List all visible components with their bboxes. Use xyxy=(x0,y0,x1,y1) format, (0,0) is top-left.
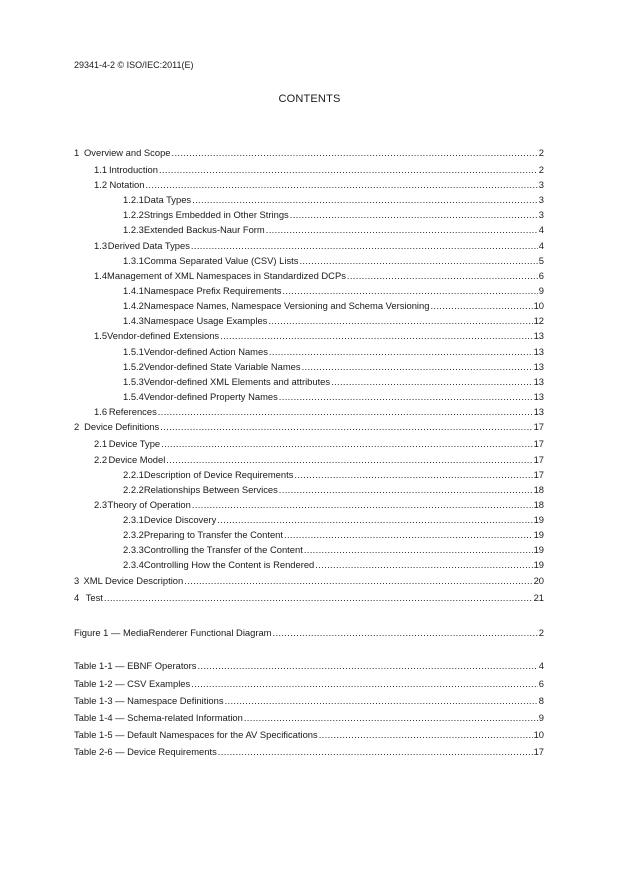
toc-entry[interactable] xyxy=(123,391,544,403)
table-page: 17 xyxy=(533,746,544,757)
toc-title: Namespace Prefix Requirements xyxy=(143,285,282,296)
toc-page: 4 xyxy=(538,240,544,251)
toc-number: 2.2.2 xyxy=(123,484,144,495)
toc-number: 1.5 xyxy=(94,330,108,341)
toc-page: 21 xyxy=(533,592,544,603)
toc-title: Data Types xyxy=(143,194,192,205)
toc-entry[interactable] xyxy=(94,164,544,176)
toc-number: 1.3 xyxy=(94,240,108,251)
table-page: 10 xyxy=(533,729,544,740)
toc-entry[interactable] xyxy=(94,499,544,511)
toc-title: Comma Separated Value (CSV) Lists xyxy=(143,255,299,266)
toc-page: 13 xyxy=(533,391,544,402)
toc-title: Vendor-defined State Variable Names xyxy=(143,361,301,372)
toc-number: 1.5.1 xyxy=(123,346,144,357)
table-entry[interactable] xyxy=(74,695,544,707)
toc-number: 1.2.2 xyxy=(123,209,144,220)
toc-page: 10 xyxy=(533,300,544,311)
toc-page: 17 xyxy=(533,421,544,432)
toc-page: 17 xyxy=(533,469,544,480)
toc-number: 1.5.3 xyxy=(123,376,144,387)
figure-title: Figure 1 — MediaRenderer Functional Diagram xyxy=(74,627,272,638)
toc-number: 1.2 xyxy=(94,179,108,190)
toc-title: Relationships Between Services xyxy=(143,484,278,495)
toc-entry[interactable] xyxy=(94,438,544,450)
toc-page: 2 xyxy=(538,147,544,158)
toc-number: 2.2 xyxy=(94,454,108,465)
toc-page: 13 xyxy=(533,361,544,372)
toc-page: 12 xyxy=(533,315,544,326)
toc-title: Device Model xyxy=(108,454,166,465)
toc-number: 1.4.2 xyxy=(123,300,144,311)
table-title: Table 1-4 — Schema-related Information xyxy=(74,712,243,723)
toc-page: 13 xyxy=(533,376,544,387)
toc-title: XML Device Description xyxy=(83,575,184,586)
toc-page: 18 xyxy=(533,499,544,510)
toc-entry[interactable] xyxy=(123,194,544,206)
toc-entry[interactable] xyxy=(123,529,544,541)
toc-number: 1.4.1 xyxy=(123,285,144,296)
toc-number: 2.2.1 xyxy=(123,469,144,480)
table-title: Table 1-3 — Namespace Definitions xyxy=(74,695,224,706)
toc-title: References xyxy=(108,406,157,417)
table-entry[interactable] xyxy=(74,678,544,690)
toc-entry[interactable] xyxy=(94,270,544,282)
toc-title: Device Definitions xyxy=(84,421,160,432)
figure-page: 2 xyxy=(538,627,544,638)
toc-title: Vendor-defined Property Names xyxy=(143,391,278,402)
toc-page: 5 xyxy=(538,255,544,266)
toc-entry[interactable] xyxy=(94,179,544,191)
toc-title: Strings Embedded in Other Strings xyxy=(143,209,289,220)
toc-page: 19 xyxy=(533,544,544,555)
toc-page: 2 xyxy=(538,164,544,175)
toc-number: 1 xyxy=(74,147,80,158)
toc-entry[interactable] xyxy=(74,147,544,159)
toc-title: Derived Data Types xyxy=(107,240,190,251)
toc-title: Theory of Operation xyxy=(107,499,191,510)
toc-title: Device Discovery xyxy=(143,514,217,525)
toc-page: 9 xyxy=(538,285,544,296)
table-page: 6 xyxy=(538,678,544,689)
toc-title: Introduction xyxy=(108,164,158,175)
page-title: CONTENTS xyxy=(278,93,341,105)
toc-page: 3 xyxy=(538,194,544,205)
toc-title: Overview and Scope xyxy=(84,147,171,158)
toc-number: 3 xyxy=(74,575,80,586)
toc-title: Vendor-defined Action Names xyxy=(143,346,268,357)
toc-page: 13 xyxy=(533,406,544,417)
toc-entry[interactable] xyxy=(74,421,544,433)
toc-entry[interactable] xyxy=(94,454,544,466)
toc-title: Controlling the Transfer of the Content xyxy=(143,544,303,555)
toc-entry[interactable] xyxy=(74,575,544,587)
toc-title: Notation xyxy=(109,179,145,190)
toc-entry[interactable] xyxy=(94,240,544,252)
toc-page: 6 xyxy=(538,270,544,281)
toc-entry[interactable] xyxy=(123,361,544,373)
toc-entry[interactable] xyxy=(123,469,544,481)
document-header: 29341-4-2 © ISO/IEC:2011(E) xyxy=(74,60,194,70)
toc-entry[interactable] xyxy=(123,376,544,388)
table-page: 9 xyxy=(538,712,544,723)
toc-entry[interactable] xyxy=(123,285,544,297)
toc-title: Management of XML Namespaces in Standardized DCPs xyxy=(107,270,346,281)
toc-page: 17 xyxy=(533,438,544,449)
toc-number: 1.5.4 xyxy=(123,391,144,402)
table-entry[interactable] xyxy=(74,729,544,741)
toc-title: Device Type xyxy=(108,438,161,449)
table-title: Table 2-6 — Device Requirements xyxy=(74,746,217,757)
toc-number: 2.3.1 xyxy=(123,514,144,525)
toc-page: 19 xyxy=(533,514,544,525)
toc-number: 1.6 xyxy=(94,406,108,417)
toc-entry[interactable] xyxy=(74,592,544,604)
toc-entry[interactable] xyxy=(94,406,544,418)
table-title: Table 1-1 — EBNF Operators xyxy=(74,660,197,671)
toc-title: Namespace Names, Namespace Versioning and Schema Versioning xyxy=(143,300,430,311)
toc-title: Vendor-defined XML Elements and attributes xyxy=(143,376,331,387)
toc-number: 4 xyxy=(74,592,80,603)
table-entry[interactable] xyxy=(74,660,544,672)
toc-title: Controlling How the Content is Rendered xyxy=(143,559,315,570)
toc-title: Namespace Usage Examples xyxy=(143,315,268,326)
toc-title: Extended Backus-Naur Form xyxy=(143,224,265,235)
table-page: 8 xyxy=(538,695,544,706)
toc-number: 2.1 xyxy=(94,438,108,449)
toc-number: 2.3 xyxy=(94,499,108,510)
figure-entry[interactable] xyxy=(74,627,544,639)
toc-page: 3 xyxy=(538,209,544,220)
toc-number: 1.3.1 xyxy=(123,255,144,266)
toc-entry[interactable] xyxy=(123,544,544,556)
toc-entry[interactable] xyxy=(123,209,544,221)
toc-page: 3 xyxy=(538,179,544,190)
table-page: 4 xyxy=(538,660,544,671)
toc-number: 2.3.4 xyxy=(123,559,144,570)
toc-entry[interactable] xyxy=(123,484,544,496)
toc-entry[interactable] xyxy=(123,300,544,312)
table-title: Table 1-5 — Default Namespaces for the AV Specifications xyxy=(74,729,318,740)
toc-page: 17 xyxy=(533,454,544,465)
toc-number: 2.3.3 xyxy=(123,544,144,555)
toc-number: 1.2.3 xyxy=(123,224,144,235)
toc-entry[interactable] xyxy=(123,559,544,571)
toc-page: 13 xyxy=(533,346,544,357)
table-entry[interactable] xyxy=(74,712,544,724)
table-entry[interactable] xyxy=(74,746,544,758)
toc-page: 13 xyxy=(533,330,544,341)
toc-number: 2 xyxy=(74,421,80,432)
toc-page: 20 xyxy=(533,575,544,586)
toc-number: 1.4.3 xyxy=(123,315,144,326)
toc-number: 1.5.2 xyxy=(123,361,144,372)
toc-entry[interactable] xyxy=(123,255,544,267)
toc-number: 1.2.1 xyxy=(123,194,144,205)
toc-entry[interactable] xyxy=(94,330,544,342)
toc-entry[interactable] xyxy=(123,514,544,526)
toc-number: 2.3.2 xyxy=(123,529,144,540)
table-title: Table 1-2 — CSV Examples xyxy=(74,678,191,689)
toc-page: 19 xyxy=(533,559,544,570)
toc-page: 4 xyxy=(538,224,544,235)
toc-entry[interactable] xyxy=(123,224,544,236)
toc-title: Preparing to Transfer the Content xyxy=(143,529,284,540)
toc-page: 19 xyxy=(533,529,544,540)
toc-entry[interactable] xyxy=(123,315,544,327)
toc-entry[interactable] xyxy=(123,346,544,358)
toc-title: Description of Device Requirements xyxy=(143,469,294,480)
toc-number: 1.4 xyxy=(94,270,108,281)
toc-title: Test xyxy=(85,592,103,603)
toc-number: 1.1 xyxy=(94,164,108,175)
toc-page: 18 xyxy=(533,484,544,495)
toc-title: Vendor-defined Extensions xyxy=(107,330,220,341)
